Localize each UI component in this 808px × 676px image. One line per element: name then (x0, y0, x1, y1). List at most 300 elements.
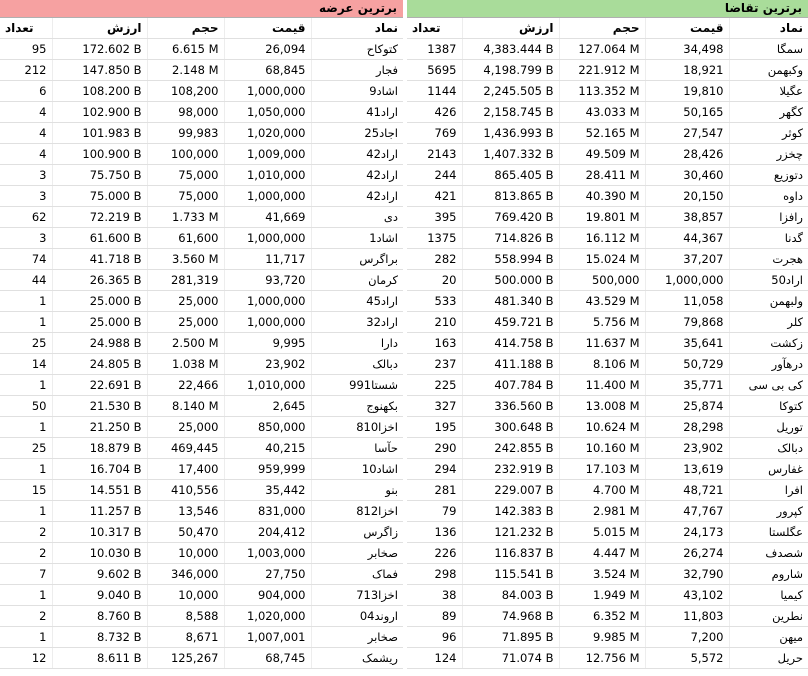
count-cell: 1144 (407, 81, 462, 102)
volume-cell: 98,000 (147, 102, 224, 123)
table-row (407, 228, 808, 249)
price-cell: 25,874 (645, 396, 729, 417)
price-cell: 1,007,001 (224, 627, 311, 648)
value-cell: 24.805 B (52, 354, 147, 375)
volume-cell: 2.981 M (559, 501, 645, 522)
value-cell: 74.968 B (462, 606, 559, 627)
volume-cell: 8.106 M (559, 354, 645, 375)
symbol-cell: درهآور (729, 354, 808, 375)
price-cell: 48,721 (645, 480, 729, 501)
table-row (0, 585, 403, 606)
price-cell: 26,094 (224, 39, 311, 60)
symbol-cell: فجار (311, 60, 403, 81)
table-row (0, 564, 403, 585)
value-cell: 1,436.993 B (462, 123, 559, 144)
top-demand-panel (407, 0, 808, 676)
table-row (0, 228, 403, 249)
value-cell: 714.826 B (462, 228, 559, 249)
count-cell: 1375 (407, 228, 462, 249)
value-cell: 116.837 B (462, 543, 559, 564)
volume-cell: 113.352 M (559, 81, 645, 102)
count-cell: 4 (0, 102, 52, 123)
count-cell: 1 (0, 459, 52, 480)
volume-cell: 500,000 (559, 270, 645, 291)
header-volume: حجم (559, 18, 645, 39)
volume-cell: 8,588 (147, 606, 224, 627)
symbol-cell: عگلستا (729, 522, 808, 543)
symbol-cell: اروند04 (311, 606, 403, 627)
volume-cell: 10,000 (147, 543, 224, 564)
count-cell: 3 (0, 228, 52, 249)
value-cell: 4,383.444 B (462, 39, 559, 60)
volume-cell: 1.733 M (147, 207, 224, 228)
count-cell: 1387 (407, 39, 462, 60)
table-row (407, 375, 808, 396)
price-cell: 1,000,000 (224, 81, 311, 102)
symbol-cell: چخزر (729, 144, 808, 165)
count-cell: 50 (0, 396, 52, 417)
volume-cell: 221.912 M (559, 60, 645, 81)
count-cell: 2143 (407, 144, 462, 165)
top-demand-table (407, 18, 808, 669)
count-cell: 25 (0, 333, 52, 354)
value-cell: 75.750 B (52, 165, 147, 186)
price-cell: 41,669 (224, 207, 311, 228)
header-count: تعداد (0, 18, 52, 39)
table-row (0, 438, 403, 459)
symbol-cell: بنو (311, 480, 403, 501)
price-cell: 23,902 (224, 354, 311, 375)
symbol-cell: شاروم (729, 564, 808, 585)
value-cell: 10.317 B (52, 522, 147, 543)
count-cell: 1 (0, 417, 52, 438)
table-row (407, 123, 808, 144)
table-row (0, 249, 403, 270)
header-price: قیمت (645, 18, 729, 39)
volume-cell: 410,556 (147, 480, 224, 501)
price-cell: 959,999 (224, 459, 311, 480)
price-cell: 35,771 (645, 375, 729, 396)
count-cell: 281 (407, 480, 462, 501)
price-cell: 7,200 (645, 627, 729, 648)
table-row (407, 270, 808, 291)
symbol-cell: نطرین (729, 606, 808, 627)
price-cell: 40,215 (224, 438, 311, 459)
top-demand-rows (407, 39, 808, 669)
price-cell: 9,995 (224, 333, 311, 354)
value-cell: 71.074 B (462, 648, 559, 669)
table-header-row (407, 18, 808, 39)
volume-cell: 61,600 (147, 228, 224, 249)
value-cell: 459.721 B (462, 312, 559, 333)
count-cell: 1 (0, 291, 52, 312)
symbol-cell: اخزا810 (311, 417, 403, 438)
price-cell: 68,745 (224, 648, 311, 669)
table-row (407, 417, 808, 438)
symbol-cell: ریشمک (311, 648, 403, 669)
price-cell: 11,803 (645, 606, 729, 627)
price-cell: 27,547 (645, 123, 729, 144)
value-cell: 115.541 B (462, 564, 559, 585)
price-cell: 850,000 (224, 417, 311, 438)
count-cell: 5695 (407, 60, 462, 81)
volume-cell: 49.509 M (559, 144, 645, 165)
price-cell: 30,460 (645, 165, 729, 186)
price-cell: 27,750 (224, 564, 311, 585)
count-cell: 244 (407, 165, 462, 186)
table-row (407, 207, 808, 228)
table-row (407, 165, 808, 186)
price-cell: 37,207 (645, 249, 729, 270)
value-cell: 813.865 B (462, 186, 559, 207)
volume-cell: 281,319 (147, 270, 224, 291)
count-cell: 6 (0, 81, 52, 102)
volume-cell: 2.500 M (147, 333, 224, 354)
value-cell: 75.000 B (52, 186, 147, 207)
table-row (407, 627, 808, 648)
symbol-cell: شستا991 (311, 375, 403, 396)
volume-cell: 11.637 M (559, 333, 645, 354)
symbol-cell: عگیلا (729, 81, 808, 102)
top-supply-table (0, 18, 403, 669)
table-row (407, 60, 808, 81)
value-cell: 8.611 B (52, 648, 147, 669)
symbol-cell: صخابر (311, 627, 403, 648)
count-cell: 79 (407, 501, 462, 522)
count-cell: 195 (407, 417, 462, 438)
volume-cell: 346,000 (147, 564, 224, 585)
header-symbol: نماد (729, 18, 808, 39)
table-row (0, 627, 403, 648)
symbol-cell: اجاد25 (311, 123, 403, 144)
top-supply-panel (0, 0, 403, 676)
count-cell: 225 (407, 375, 462, 396)
price-cell: 28,298 (645, 417, 729, 438)
table-row (0, 39, 403, 60)
value-cell: 500.000 B (462, 270, 559, 291)
symbol-cell: رافزا (729, 207, 808, 228)
price-cell: 13,619 (645, 459, 729, 480)
volume-cell: 13,546 (147, 501, 224, 522)
table-row (0, 144, 403, 165)
price-cell: 1,009,000 (224, 144, 311, 165)
symbol-cell: اشاد9 (311, 81, 403, 102)
volume-cell: 8,671 (147, 627, 224, 648)
symbol-cell: کرمان (311, 270, 403, 291)
table-row (407, 396, 808, 417)
value-cell: 411.188 B (462, 354, 559, 375)
price-cell: 26,274 (645, 543, 729, 564)
volume-cell: 4.447 M (559, 543, 645, 564)
price-cell: 1,000,000 (224, 291, 311, 312)
price-cell: 50,165 (645, 102, 729, 123)
price-cell: 904,000 (224, 585, 311, 606)
table-row (0, 522, 403, 543)
value-cell: 481.340 B (462, 291, 559, 312)
value-cell: 865.405 B (462, 165, 559, 186)
table-row (407, 291, 808, 312)
table-row (0, 648, 403, 669)
symbol-cell: اراد32 (311, 312, 403, 333)
price-cell: 43,102 (645, 585, 729, 606)
table-row (407, 459, 808, 480)
count-cell: 327 (407, 396, 462, 417)
table-row (0, 291, 403, 312)
count-cell: 25 (0, 438, 52, 459)
volume-cell: 43.529 M (559, 291, 645, 312)
value-cell: 18.879 B (52, 438, 147, 459)
count-cell: 12 (0, 648, 52, 669)
table-row (0, 270, 403, 291)
value-cell: 232.919 B (462, 459, 559, 480)
price-cell: 204,412 (224, 522, 311, 543)
symbol-cell: حآسا (311, 438, 403, 459)
symbol-cell: اراد50 (729, 270, 808, 291)
table-row (0, 417, 403, 438)
symbol-cell: کوثر (729, 123, 808, 144)
table-row (407, 564, 808, 585)
count-cell: 426 (407, 102, 462, 123)
count-cell: 210 (407, 312, 462, 333)
symbol-cell: میهن (729, 627, 808, 648)
volume-cell: 127.064 M (559, 39, 645, 60)
count-cell: 163 (407, 333, 462, 354)
count-cell: 44 (0, 270, 52, 291)
price-cell: 79,868 (645, 312, 729, 333)
top-supply-title: برترین عرضه (0, 0, 403, 18)
volume-cell: 10.624 M (559, 417, 645, 438)
volume-cell: 4.700 M (559, 480, 645, 501)
symbol-cell: اشاد1 (311, 228, 403, 249)
table-row (0, 501, 403, 522)
value-cell: 11.257 B (52, 501, 147, 522)
symbol-cell: اراد45 (311, 291, 403, 312)
symbol-cell: کپرور (729, 501, 808, 522)
header-price: قیمت (224, 18, 311, 39)
value-cell: 16.704 B (52, 459, 147, 480)
volume-cell: 1.038 M (147, 354, 224, 375)
volume-cell: 25,000 (147, 312, 224, 333)
count-cell: 2 (0, 606, 52, 627)
symbol-cell: کیمیا (729, 585, 808, 606)
value-cell: 22.691 B (52, 375, 147, 396)
value-cell: 100.900 B (52, 144, 147, 165)
value-cell: 769.420 B (462, 207, 559, 228)
symbol-cell: هجرت (729, 249, 808, 270)
table-row (407, 480, 808, 501)
volume-cell: 125,267 (147, 648, 224, 669)
table-row (407, 543, 808, 564)
symbol-cell: فماک (311, 564, 403, 585)
table-row (407, 606, 808, 627)
count-cell: 298 (407, 564, 462, 585)
count-cell: 14 (0, 354, 52, 375)
count-cell: 136 (407, 522, 462, 543)
header-count: تعداد (407, 18, 462, 39)
price-cell: 23,902 (645, 438, 729, 459)
value-cell: 25.000 B (52, 291, 147, 312)
symbol-cell: اراد41 (311, 102, 403, 123)
value-cell: 9.602 B (52, 564, 147, 585)
symbol-cell: کتوکاح (311, 39, 403, 60)
header-value: ارزش (52, 18, 147, 39)
symbol-cell: سمگا (729, 39, 808, 60)
volume-cell: 6.352 M (559, 606, 645, 627)
volume-cell: 52.165 M (559, 123, 645, 144)
volume-cell: 5.015 M (559, 522, 645, 543)
value-cell: 229.007 B (462, 480, 559, 501)
value-cell: 21.250 B (52, 417, 147, 438)
volume-cell: 9.985 M (559, 627, 645, 648)
volume-cell: 17.103 M (559, 459, 645, 480)
volume-cell: 1.949 M (559, 585, 645, 606)
symbol-cell: وکبهمن (729, 60, 808, 81)
count-cell: 1 (0, 585, 52, 606)
count-cell: 4 (0, 123, 52, 144)
value-cell: 1,407.332 B (462, 144, 559, 165)
price-cell: 1,020,000 (224, 606, 311, 627)
volume-cell: 19.801 M (559, 207, 645, 228)
table-row (407, 186, 808, 207)
price-cell: 1,010,000 (224, 165, 311, 186)
count-cell: 226 (407, 543, 462, 564)
count-cell: 15 (0, 480, 52, 501)
count-cell: 1 (0, 501, 52, 522)
value-cell: 61.600 B (52, 228, 147, 249)
value-cell: 41.718 B (52, 249, 147, 270)
symbol-cell: زاگرس (311, 522, 403, 543)
value-cell: 72.219 B (52, 207, 147, 228)
price-cell: 1,050,000 (224, 102, 311, 123)
symbol-cell: گدنا (729, 228, 808, 249)
symbol-cell: اخزا713 (311, 585, 403, 606)
volume-cell: 100,000 (147, 144, 224, 165)
price-cell: 1,003,000 (224, 543, 311, 564)
symbol-cell: کی بی سی (729, 375, 808, 396)
price-cell: 1,020,000 (224, 123, 311, 144)
price-cell: 1,010,000 (224, 375, 311, 396)
symbol-cell: داوه (729, 186, 808, 207)
price-cell: 34,498 (645, 39, 729, 60)
volume-cell: 22,466 (147, 375, 224, 396)
price-cell: 47,767 (645, 501, 729, 522)
table-row (0, 396, 403, 417)
price-cell: 1,000,000 (645, 270, 729, 291)
count-cell: 3 (0, 186, 52, 207)
value-cell: 84.003 B (462, 585, 559, 606)
value-cell: 147.850 B (52, 60, 147, 81)
volume-cell: 75,000 (147, 165, 224, 186)
table-row (0, 333, 403, 354)
value-cell: 121.232 B (462, 522, 559, 543)
top-demand-title: برترین تقاضا (407, 0, 808, 18)
count-cell: 89 (407, 606, 462, 627)
table-row (407, 249, 808, 270)
table-row (407, 585, 808, 606)
volume-cell: 15.024 M (559, 249, 645, 270)
price-cell: 35,641 (645, 333, 729, 354)
value-cell: 9.040 B (52, 585, 147, 606)
volume-cell: 10,000 (147, 585, 224, 606)
count-cell: 282 (407, 249, 462, 270)
value-cell: 25.000 B (52, 312, 147, 333)
symbol-cell: حریل (729, 648, 808, 669)
volume-cell: 50,470 (147, 522, 224, 543)
header-value: ارزش (462, 18, 559, 39)
volume-cell: 5.756 M (559, 312, 645, 333)
count-cell: 62 (0, 207, 52, 228)
table-row (0, 375, 403, 396)
value-cell: 300.648 B (462, 417, 559, 438)
volume-cell: 40.390 M (559, 186, 645, 207)
table-row (0, 102, 403, 123)
count-cell: 38 (407, 585, 462, 606)
symbol-cell: کلر (729, 312, 808, 333)
symbol-cell: افرا (729, 480, 808, 501)
value-cell: 14.551 B (52, 480, 147, 501)
count-cell: 3 (0, 165, 52, 186)
volume-cell: 11.400 M (559, 375, 645, 396)
symbol-cell: براگرس (311, 249, 403, 270)
price-cell: 68,845 (224, 60, 311, 81)
table-row (407, 438, 808, 459)
symbol-cell: ولبهمن (729, 291, 808, 312)
count-cell: 20 (407, 270, 462, 291)
symbol-cell: دبالک (729, 438, 808, 459)
value-cell: 10.030 B (52, 543, 147, 564)
value-cell: 8.760 B (52, 606, 147, 627)
price-cell: 28,426 (645, 144, 729, 165)
volume-cell: 469,445 (147, 438, 224, 459)
value-cell: 24.988 B (52, 333, 147, 354)
count-cell: 95 (0, 39, 52, 60)
value-cell: 108.200 B (52, 81, 147, 102)
table-row (407, 312, 808, 333)
price-cell: 44,367 (645, 228, 729, 249)
symbol-cell: اخزا812 (311, 501, 403, 522)
price-cell: 831,000 (224, 501, 311, 522)
volume-cell: 75,000 (147, 186, 224, 207)
volume-cell: 16.112 M (559, 228, 645, 249)
volume-cell: 2.148 M (147, 60, 224, 81)
price-cell: 5,572 (645, 648, 729, 669)
value-cell: 102.900 B (52, 102, 147, 123)
price-cell: 93,720 (224, 270, 311, 291)
symbol-cell: اشاد10 (311, 459, 403, 480)
value-cell: 8.732 B (52, 627, 147, 648)
count-cell: 7 (0, 564, 52, 585)
price-cell: 24,173 (645, 522, 729, 543)
value-cell: 414.758 B (462, 333, 559, 354)
symbol-cell: بکهنوج (311, 396, 403, 417)
table-row (0, 60, 403, 81)
value-cell: 407.784 B (462, 375, 559, 396)
price-cell: 38,857 (645, 207, 729, 228)
price-cell: 1,000,000 (224, 312, 311, 333)
value-cell: 21.530 B (52, 396, 147, 417)
value-cell: 71.895 B (462, 627, 559, 648)
count-cell: 421 (407, 186, 462, 207)
value-cell: 101.983 B (52, 123, 147, 144)
table-row (0, 543, 403, 564)
count-cell: 2 (0, 522, 52, 543)
value-cell: 26.365 B (52, 270, 147, 291)
count-cell: 395 (407, 207, 462, 228)
table-row (0, 354, 403, 375)
value-cell: 4,198.799 B (462, 60, 559, 81)
table-row (407, 144, 808, 165)
table-row (407, 354, 808, 375)
